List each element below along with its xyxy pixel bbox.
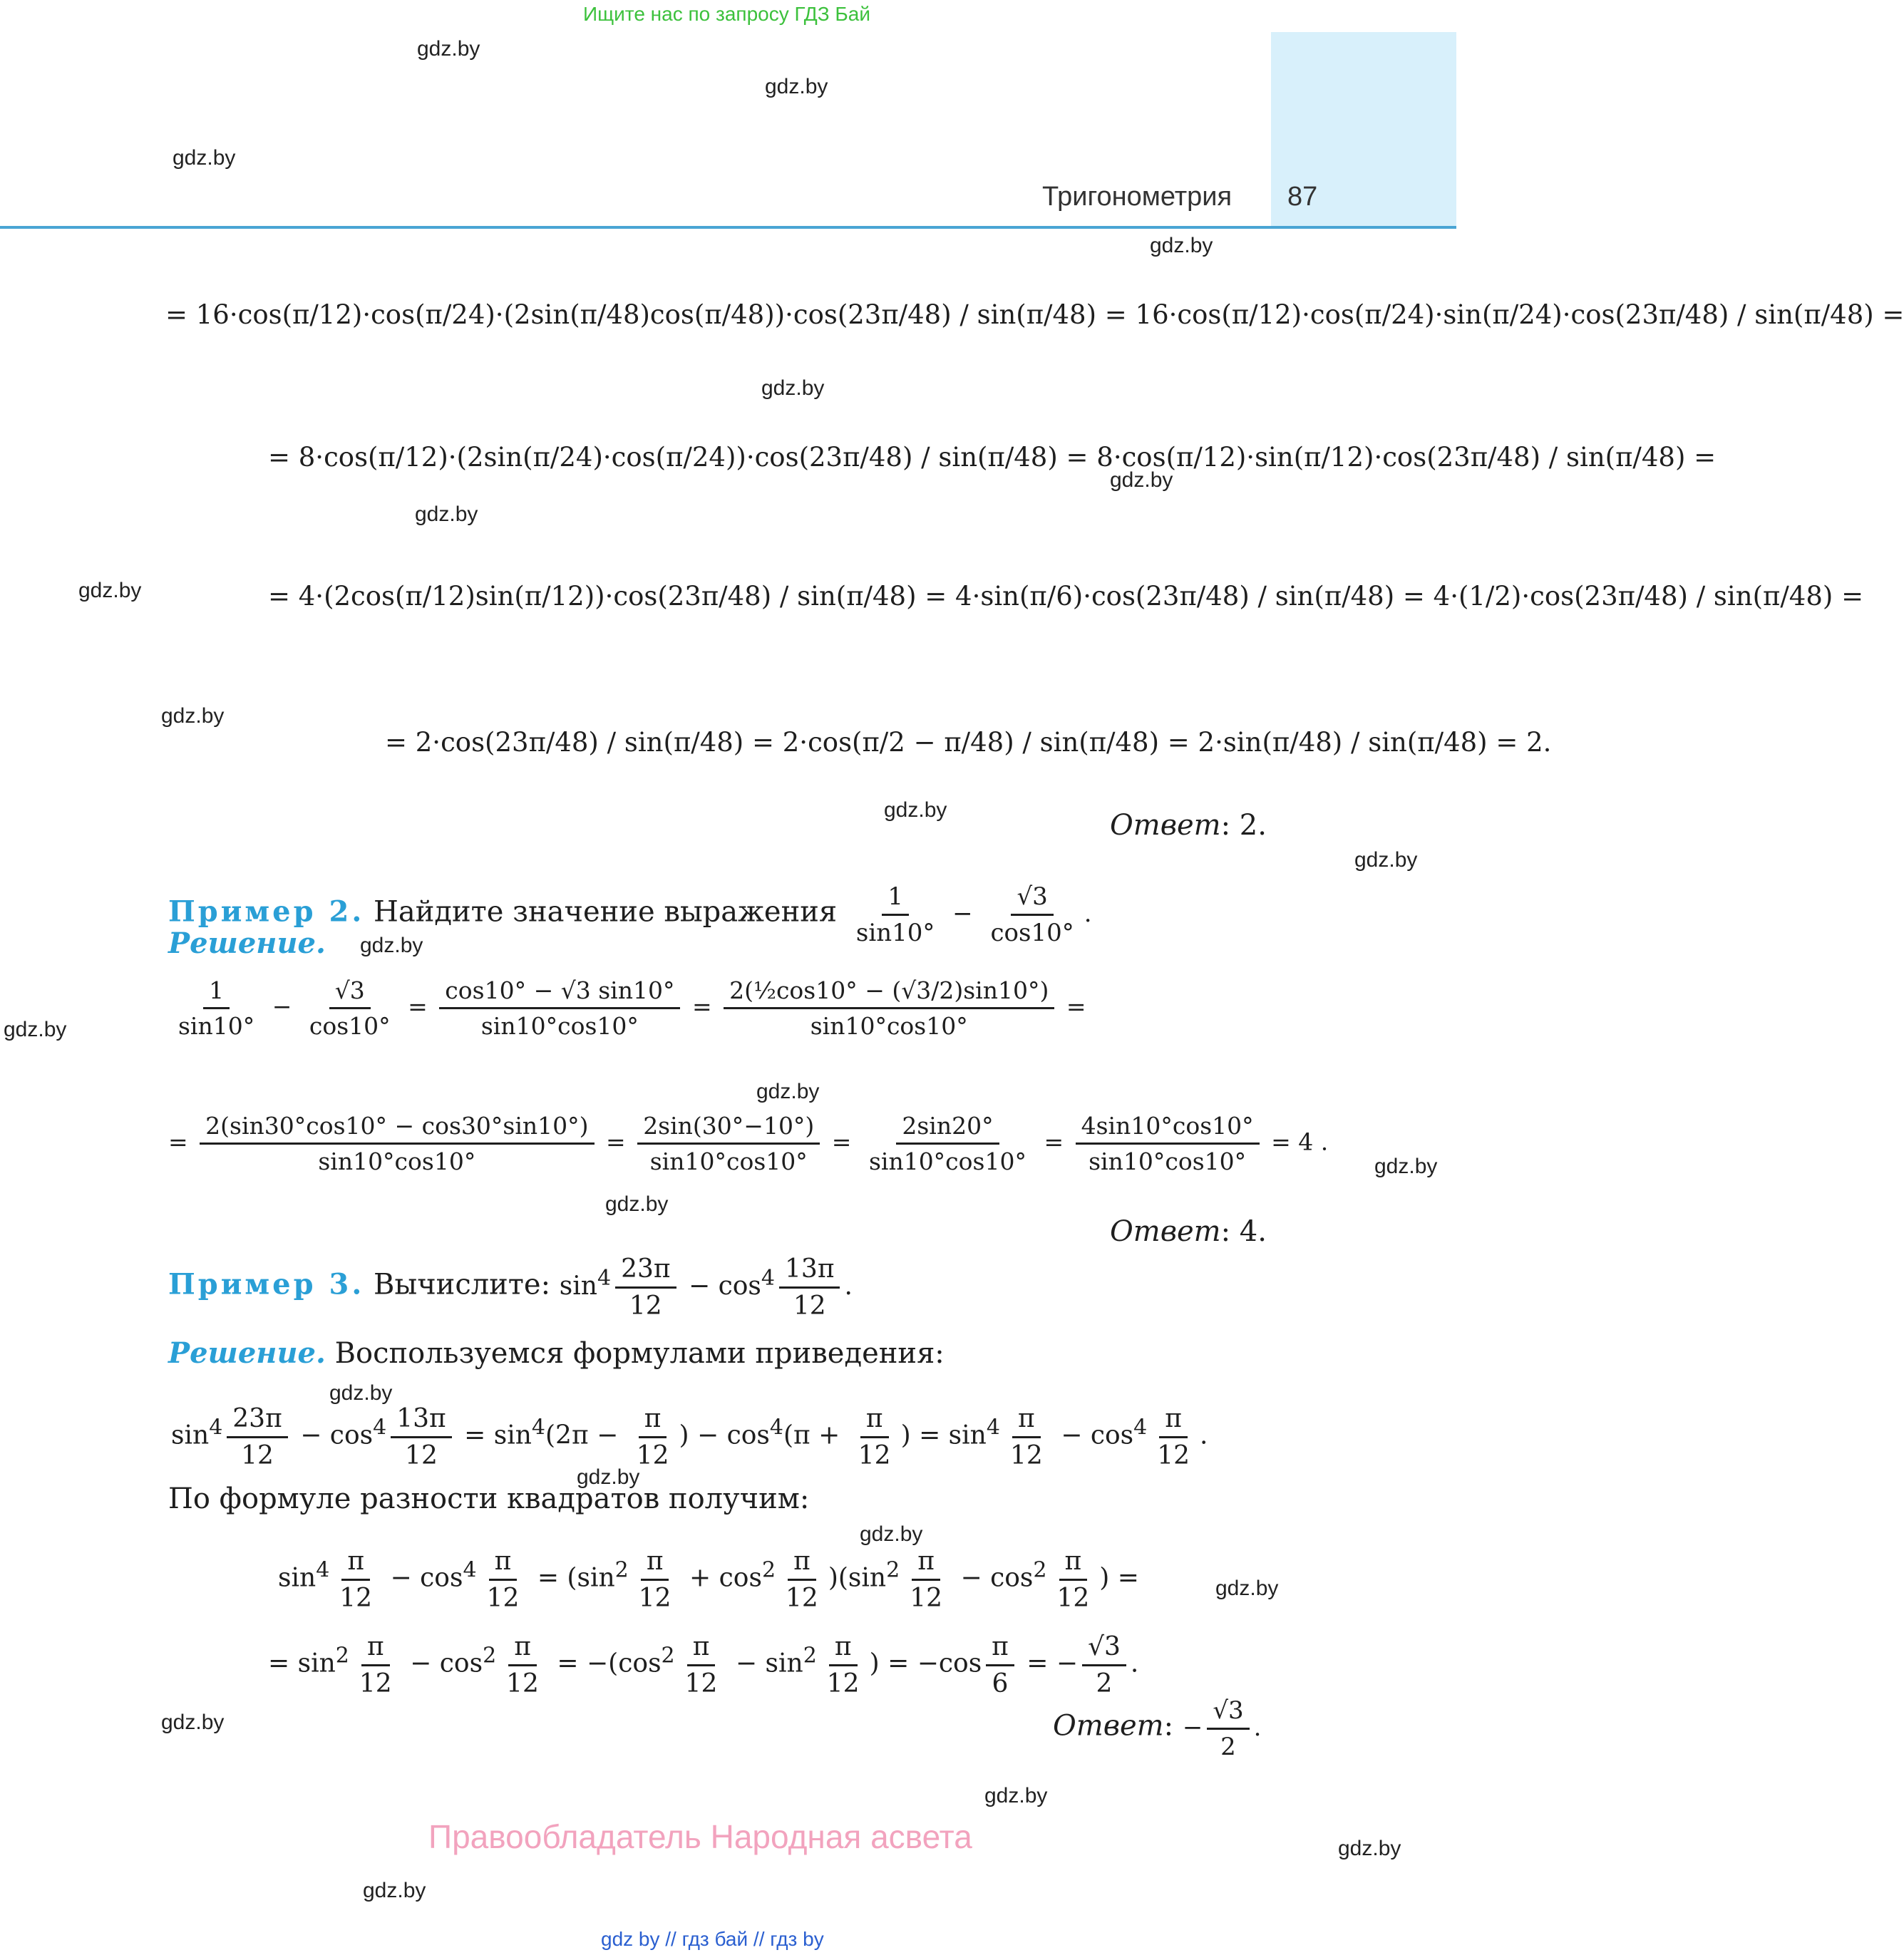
bottom-links[interactable]: gdz by // гдз бай // гдз by — [601, 1928, 824, 1950]
example-3-label: Пример 3. — [168, 1267, 365, 1301]
equation-row-4: = 2·cos(23π/48) / sin(π/48) = 2·cos(π/2 − π/48) / sin(π/48) = 2·sin(π/48) / sin(π/48) = 2. — [385, 727, 1552, 758]
watermark: gdz.by — [1374, 1155, 1438, 1178]
watermark: gdz.by — [1338, 1837, 1401, 1860]
watermark: gdz.by — [173, 146, 236, 170]
example-3-task: Вычислите: — [373, 1268, 551, 1301]
watermark: gdz.by — [161, 1711, 225, 1734]
watermark: gdz.by — [417, 37, 480, 61]
section-title: Тригонометрия — [1042, 182, 1233, 212]
equation-row-3: = 4·(2cos(π/12)sin(π/12))·cos(23π/48) / sin(π/48) = 4·sin(π/6)·cos(23π/48) / sin(π/48) = 4·(1/2)·cos(23π/48) / sin(π/48) = — [268, 581, 1864, 612]
watermark: gdz.by — [1150, 234, 1213, 257]
watermark: gdz.by — [1354, 848, 1418, 872]
answer-2 — [1110, 1215, 1267, 1248]
example-2-task: Найдите значение выражения — [373, 895, 838, 929]
watermark: gdz.by — [756, 1080, 820, 1103]
example-2-label: Пример 2. — [168, 894, 365, 929]
watermark: gdz.by — [78, 579, 142, 602]
example-3-line-3: = $\sin^2$ $\frac{\pi}{12}$ − $\cos^2$ $\frac{\pi}{12}$ = $-(\cos^2$ $\frac{\pi}{12}$ − $\sin^2$ $\frac{\pi}{12}$ ) = −cos $\frac{\pi}{6}$ = − $\frac{√3}{2}$ . — [268, 1632, 1139, 1698]
watermark: gdz.by — [860, 1522, 923, 1546]
answer-label: Ответ — [1053, 1709, 1164, 1743]
example-2-line-1: $\frac{1}{\sin 10^\circ}$ − $\frac{√3}{\cos 10^\circ}$ = $\frac{\cos 10^\circ - √3 \sin 10^\circ}{\sin 10^\circ\cos 10^\circ}$ = $\frac{\text{2(½cos10° − (√3/2)sin10°)}}{\sin 10^\circ\cos 10^\circ}$ = — [178, 976, 1086, 1040]
watermark: gdz.by — [360, 934, 423, 957]
solution-text: Воспользуемся формулами приведения: — [334, 1337, 945, 1370]
copyright-owner: Правообладатель Народная асвета — [428, 1818, 972, 1855]
equation-row-2: = 8·cos(π/12)·(2sin(π/24)·cos(π/24))·cos(23π/48) / sin(π/48) = 8·cos(π/12)·sin(π/12)·cos(23π/48) / sin(π/48) = — [268, 442, 1717, 473]
watermark: gdz.by — [984, 1784, 1048, 1807]
watermark: gdz.by — [1215, 1577, 1279, 1600]
watermark: gdz.by — [761, 376, 825, 400]
example-3-line-1: $\sin^4$ $\frac{23\pi}{12}$ − $\cos^4$ $\frac{13\pi}{12}$ = $\sin^4(2\pi$ − $\frac{\pi}{12}$ ) − $\cos^4(\pi$ + $\frac{\pi}{12}$ ) = $\sin^4$ $\frac{\pi}{12}$ − $\cos^4$ $\frac{\pi}{12}$ . — [171, 1404, 1208, 1470]
example-2-line-2: = $\frac{2(\sin 30^\circ\cos 10^\circ - \cos 30^\circ\sin 10^\circ)}{\sin 10^\circ\cos 10^\circ}$ = $\frac{2\sin(30^\circ-10^\circ)}{\sin 10^\circ\cos 10^\circ}$ = $\frac{2\sin 20^\circ}{\sin 10^\circ\cos 10^\circ}$ = $\frac{4\sin 10^\circ\cos 10^\circ}{\sin 10^\circ\cos 10^\circ}$ = 4 . — [168, 1112, 1329, 1175]
answer-value: : 2. — [1220, 809, 1267, 842]
top-search-banner[interactable]: Ищите нас по запросу ГДЗ Бай — [583, 3, 871, 25]
answer-value: : — [1163, 1709, 1174, 1743]
header-divider — [0, 226, 1456, 229]
equation-row-1: = 16·cos(π/12)·cos(π/24)·(2sin(π/48)cos(π/48))·cos(23π/48) / sin(π/48) = 16·cos(π/12)·cos(π/24)·sin(π/24)·cos(23π/48) / sin(π/48) = — [165, 299, 1904, 330]
answer-3: Ответ: − $\frac{√3}{2}$ . — [1053, 1696, 1262, 1761]
example-3-expression: $\sin^4$ $\frac{23\pi}{12}$ − $\cos^4$ $\frac{13\pi}{12}$ . — [559, 1254, 853, 1321]
watermark: gdz.by — [765, 75, 828, 98]
answer-1 — [1110, 809, 1267, 842]
answer-value: : 4. — [1220, 1215, 1267, 1248]
watermark: gdz.by — [605, 1192, 669, 1216]
solution-label: Решение. — [168, 1336, 326, 1370]
example-3-solution — [168, 1336, 945, 1370]
example-3-line-2: $\sin^4$ $\frac{\pi}{12}$ − $\cos^4$ $\frac{\pi}{12}$ = ($\sin^2$ $\frac{\pi}{12}$ + $\cos^2$ $\frac{\pi}{12}$ )($\sin^2$ $\frac{\pi}{12}$ − $\cos^2$ $\frac{\pi}{12}$ ) = — [278, 1547, 1139, 1613]
watermark: gdz.by — [1110, 468, 1173, 492]
watermark: gdz.by — [577, 1465, 640, 1489]
watermark: gdz.by — [329, 1381, 393, 1405]
diff-squares-text: По формуле разности квадратов получим: — [168, 1482, 810, 1515]
watermark: gdz.by — [4, 1018, 67, 1041]
watermark: gdz.by — [415, 502, 478, 526]
page-number: 87 — [1287, 182, 1318, 212]
watermark: gdz.by — [161, 704, 225, 728]
example-3-heading — [168, 1254, 853, 1321]
answer-label: Ответ — [1110, 809, 1221, 842]
watermark: gdz.by — [884, 798, 947, 822]
solution-label: Решение. — [168, 927, 326, 960]
answer-label: Ответ — [1110, 1215, 1221, 1248]
example-2-solution-label — [168, 927, 326, 960]
example-2-expression: $\frac{1}{\sin 10^\circ}$ − $\frac{√3}{\cos 10^\circ}$ . — [855, 882, 1092, 947]
watermark: gdz.by — [363, 1879, 426, 1902]
